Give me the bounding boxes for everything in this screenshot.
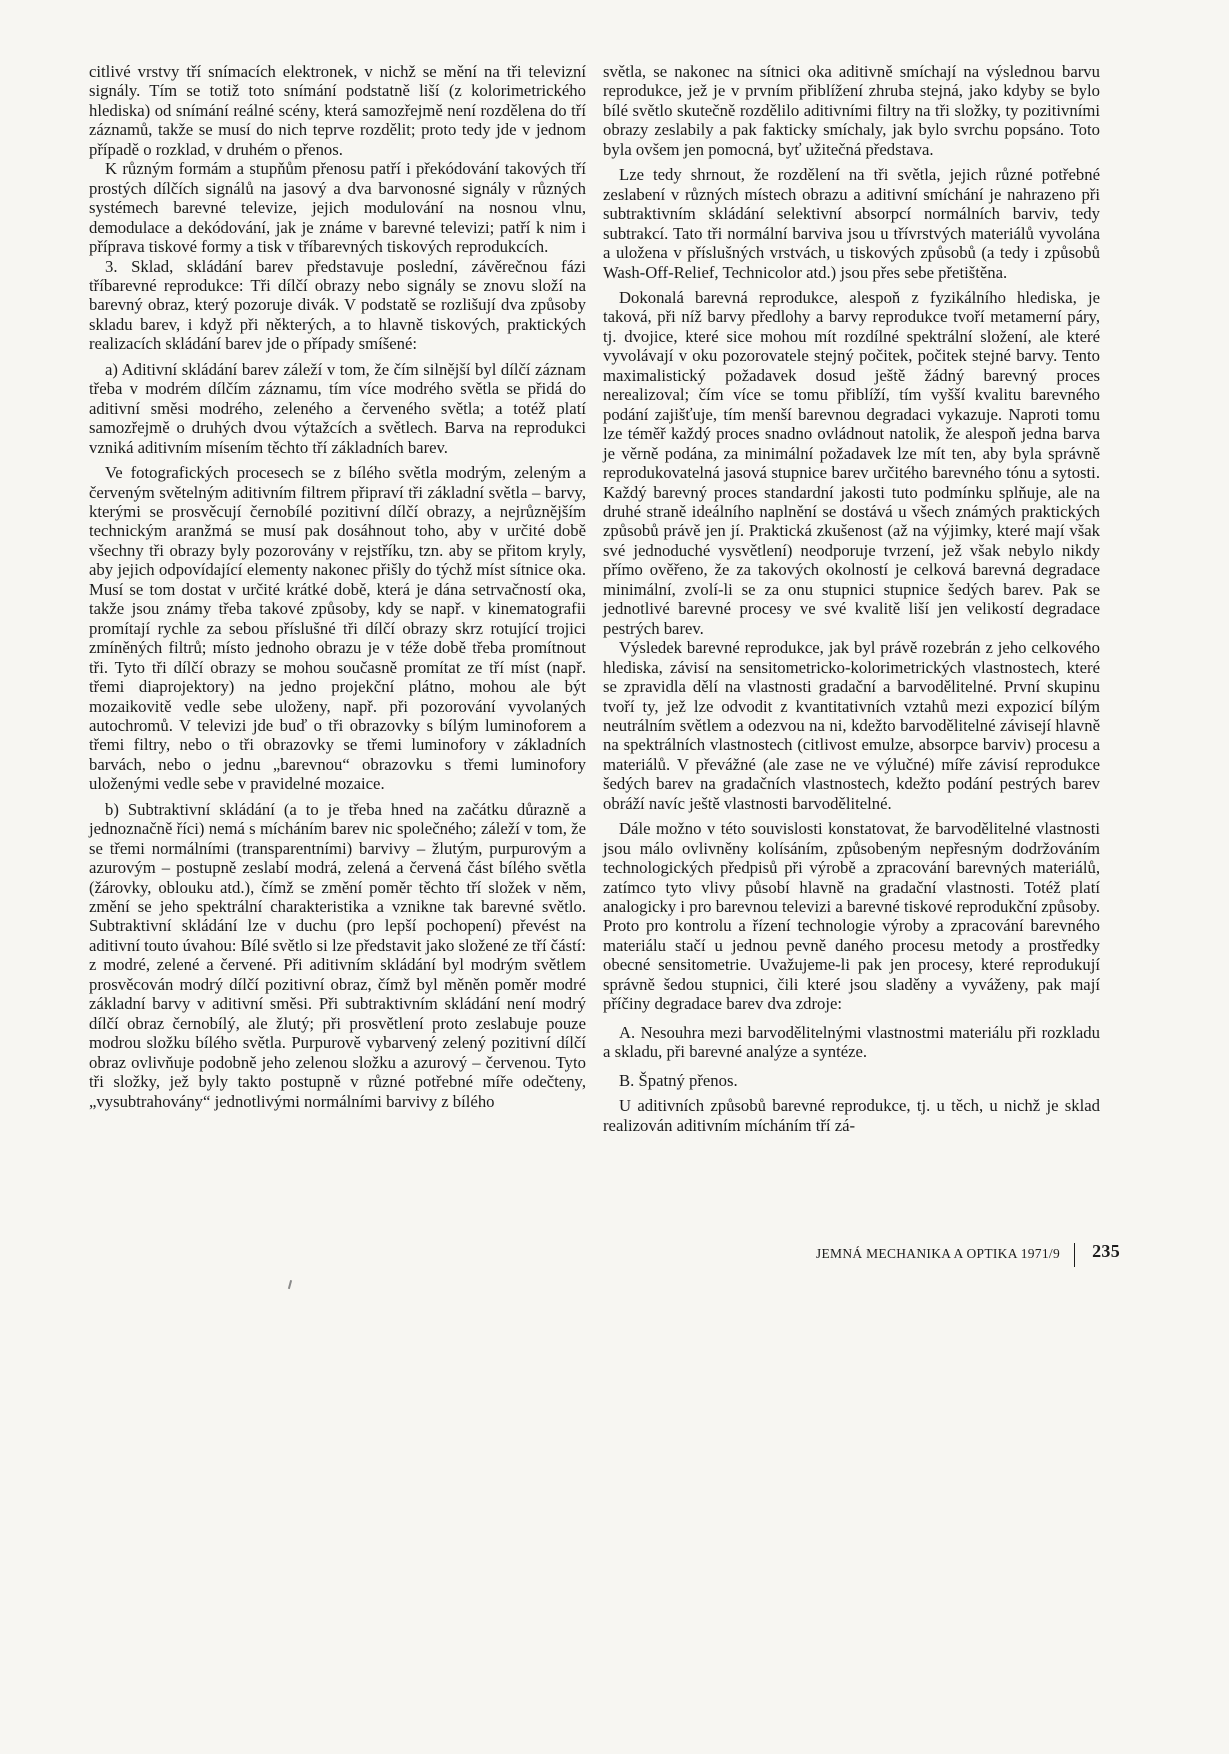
- left-column: [89, 62, 586, 1111]
- journal-name: JEMNÁ MECHANIKA A OPTIKA 1971/9: [815, 1246, 1060, 1261]
- paragraph: citlivé vrstvy tří snímacích elektronek, v nichž se mění na tři televizní signály. Tím se totiž toto snímání podstatně liší (z kolorimetrického hlediska) od snímání reálné scény, která samozřejmě není rozdělena do tří záznamů, takže se musí do nich teprve rozdělit; proto tedy jde v jednom případě o rozklad, v druhém o přenos.: [89, 62, 586, 159]
- paragraph: A. Nesouhra mezi barvodělitelnými vlastnostmi materiálu při rozkladu a skladu, při barevné analýze a syntéze.: [603, 1022, 1100, 1062]
- paragraph: Dále možno v této souvislosti konstatovat, že barvodělitelné vlastnosti jsou málo ovlivněny kolísáním, způsobeným nepřesným dodržováním technologických předpisů při výrobě a zpracování barevných materiálů, zatímco tyto vlivy působí hlavně na gradační vlastnosti. Totéž platí analogicky i pro barevnou televizi a barevné tiskové reprodukční způsoby. Proto pro kontrolu a řízení technologie výroby a zpracování barevného materiálu stačí u jednou pevně daného procesu metody a prostředky obecné sensitometrie. Uvažujeme-li pak jen procesy, které reprodukují správně šedou stupnici, čili které jsou sladěny a vyváženy, pak mají příčiny degradace barev dva zdroje:: [603, 819, 1100, 1014]
- paragraph: Ve fotografických procesech se z bílého světla modrým, zeleným a červeným světelným aditivním filtrem připraví tři základní světla – barvy, kterými se prosvěcují černobílé pozitivní dílčí obrazy, a nejrůznějším technickým aranžmá se musí pak dosáhnout toho, aby v určité době všechny tři obrazy byly pozorovány v rejstříku, tzn. aby se přitom kryly, aby jejich odpovídající elementy nakonec přišly do týchž míst sítnice oka. Musí se tom dostat v určité krátké době, která je dána setrvačností oka, takže jsou známy třeba takové způsoby, kdy se např. v kinematografii promítají rychle za sebou příslušné tři dílčí obrazy skrz rotující trojici zmíněných filtrů; místo jednoho obrazu je v téže době třeba promítnout tři. Tyto tři dílčí obrazy se mohou současně promítat ze tří míst (např. třemi diaprojektory) na jedno projekční plátno, mohou ale být mozaikovitě vedle sebe uloženy, např. při pozorování vyvolaných autochromů. V televizi jde buď o tři obrazovky s bílým luminoforem a třemi filtry, nebo o tři obrazovky se třemi luminofory v základních barvách, nebo o jednu „barevnou“ obrazovku s třemi luminofory uloženými vedle sebe v pravidelné mozaice.: [89, 463, 586, 794]
- paragraph: světla, se nakonec na sítnici oka aditivně smíchají na výslednou barvu reprodukce, jež je v prvním přiblížení zhruba stejná, jako kdyby se bylo bílé světlo skutečně rozdělilo aditivními filtry na tři složky, ty pozitivními obrazy zeslabily a pak fakticky smíchaly, jak bylo svrchu popsáno. Toto byla ovšem jen pomocná, byť užitečná představa.: [603, 62, 1100, 159]
- page-number: 235: [1092, 1241, 1120, 1261]
- paragraph: a) Aditivní skládání barev záleží v tom, že čím silnější byl dílčí záznam třeba v modrém dílčím záznamu, tím více modrého světla se přidá do aditivní směsi modrého, zeleného a červeného světla; a totéž platí samozřejmě o druhých dvou výtažcích a světlech. Barva na reprodukci vzniká aditivním mísením těchto tří základních barev.: [89, 359, 586, 457]
- paragraph: 3. Sklad, skládání barev představuje poslední, závěrečnou fázi tříbarevné reprodukce: Tři dílčí obrazy nebo signály se znovu složí na barevný obraz, který pozoruje divák. V podstatě se rozlišují dva způsoby skladu barev, i když při některých, a to hlavně tiskových, praktických realizacích skládání barev jde o případy smíšené:: [89, 256, 586, 354]
- page-footer: [770, 1243, 1160, 1267]
- right-column: [603, 62, 1100, 1135]
- paragraph: U aditivních způsobů barevné reprodukce, tj. u těch, u nichž je sklad realizován aditivním mícháním tří zá-: [603, 1096, 1100, 1135]
- paragraph: Výsledek barevné reprodukce, jak byl právě rozebrán z jeho celkového hlediska, závisí na sensitometricko-kolorimetrických vlastnostech, které se zpravidla dělí na vlastnosti gradační a barvodělitelné. První skupinu tvoří ty, jež lze odvodit z kvantitativních vztahů mezi expozicí bílým neutrálním světlem a odezvou na ni, kdežto barvodělitelné závisejí hlavně na spektrálních vlastnostech (citlivost emulze, absorpce barviv) procesu a materiálů. V převážné (ale zase ne ve výlučné) míře závisí reprodukce šedých barev na gradačních vlastnostech, kdežto podání pestrých barev obráží navíc ještě vlastnosti barvodělitelné.: [603, 638, 1100, 813]
- paragraph: B. Špatný přenos.: [619, 1070, 738, 1090]
- scan-speck: [288, 1280, 292, 1289]
- paragraph: K různým formám a stupňům přenosu patří i překódování takových tří prostých dílčích signálů na jasový a dva barvonosné signály v různých systémech barevné televize, jejich modulování na nosnou vlnu, demodulace a dekódování, jak je známe v barevné televizi; patří k nim i příprava tiskové formy a tisk v tříbarevných tiskových reprodukcích.: [89, 159, 586, 257]
- footer-divider: [1074, 1243, 1076, 1267]
- paragraph: b) Subtraktivní skládání (a to je třeba hned na začátku důrazně a jednoznačně říci) nemá s mícháním barev nic společného; záleží v tom, že se třemi normálními (transparentními) barvivy – žlutým, purpurovým a azurovým – postupně zeslabí modrá, zelená a červená část bílého světla (žárovky, oblouku atd.), čímž se změní poměr těchto tří složek v něm, změní se jeho spektrální charakteristika a vznikne tak barevné světlo. Subtraktivní skládání lze v duchu (pro lepší pochopení) převést na aditivní touto úvahou: Bílé světlo si lze představit jako složené ze tří částí: z modré, zelené a červené. Při aditivním skládání byl modrým světlem prosvěcován modrý dílčí pozitivní obraz, čímž byl měněn poměr modré základní barvy v aditivní směsi. Při subtraktivním skládání není modrý dílčí obraz černobílý, ale žlutý; při prosvětlení proto zeslabuje pouze modrou složku bílého světla. Purpurově vybarvený zelený pozitivní dílčí obraz ovlivňuje podobně jeho zelenou složku a azurový – červenou. Tyto tři složky, jež byly takto postupně v různé potřebné míře odečteny, „vysubtrahovány“ jednotlivými normálními barvivy z bílého: [89, 799, 586, 1111]
- paragraph: Lze tedy shrnout, že rozdělení na tři světla, jejich různé potřebné zeslabení v různých místech obrazu a aditivní smíchání je nahrazeno při subtraktivním skládání selektivní absorpcí normálních barviv, tedy subtrakcí. Tato tři normální barviva jsou u třívrstvých materiálů vyvolána a uložena v příslušných vrstvách, u tiskových způsobů (a tedy i způsobů Wash-Off-Relief, Technicolor atd.) jsou přes sebe přetištěna.: [603, 165, 1100, 282]
- paragraph: Dokonalá barevná reprodukce, alespoň z fyzikálního hlediska, je taková, při níž barvy předlohy a barvy reprodukce tvoří metamerní páry, tj. dvojice, které sice mohou mít rozdílné spektrální složení, ale které vyvolávají v oku pozorovatele stejný počitek, počitek stejné barvy. Tento maximalistický požadavek dosud ještě žádný barevný proces nerealizoval; čím více se tomu přiblíží, tím vyšší kvalitu barevného podání zajišťuje, tím menší barevnou degradaci vykazuje. Naproti tomu lze téměř každý proces snadno ovládnout natolik, že alespoň jedna barva je věrně podána, za minimální požadavek lze mít ten, aby byla správně reprodukovatelná jasová stupnice barev určitého barevného tónu a sytosti. Každý barevný proces standardní jakosti tuto podmínku splňuje, ale na druhé straně ideálního naplnění se dostává u všech známých praktických způsobů právě jen jí. Praktická zkušenost (až na výjimky, které mají však své jednoduché vysvětlení) neodporuje tvrzení, jež však nebylo nikdy přímo ověřeno, že za takových okolností je celková barevná degradace minimální, zvolí-li se za onu stupnici stupnice šedých barev. Pak se jednotlivé barevné procesy ve své kvalitě liší jen velikostí degradace pestrých barev.: [603, 287, 1100, 638]
